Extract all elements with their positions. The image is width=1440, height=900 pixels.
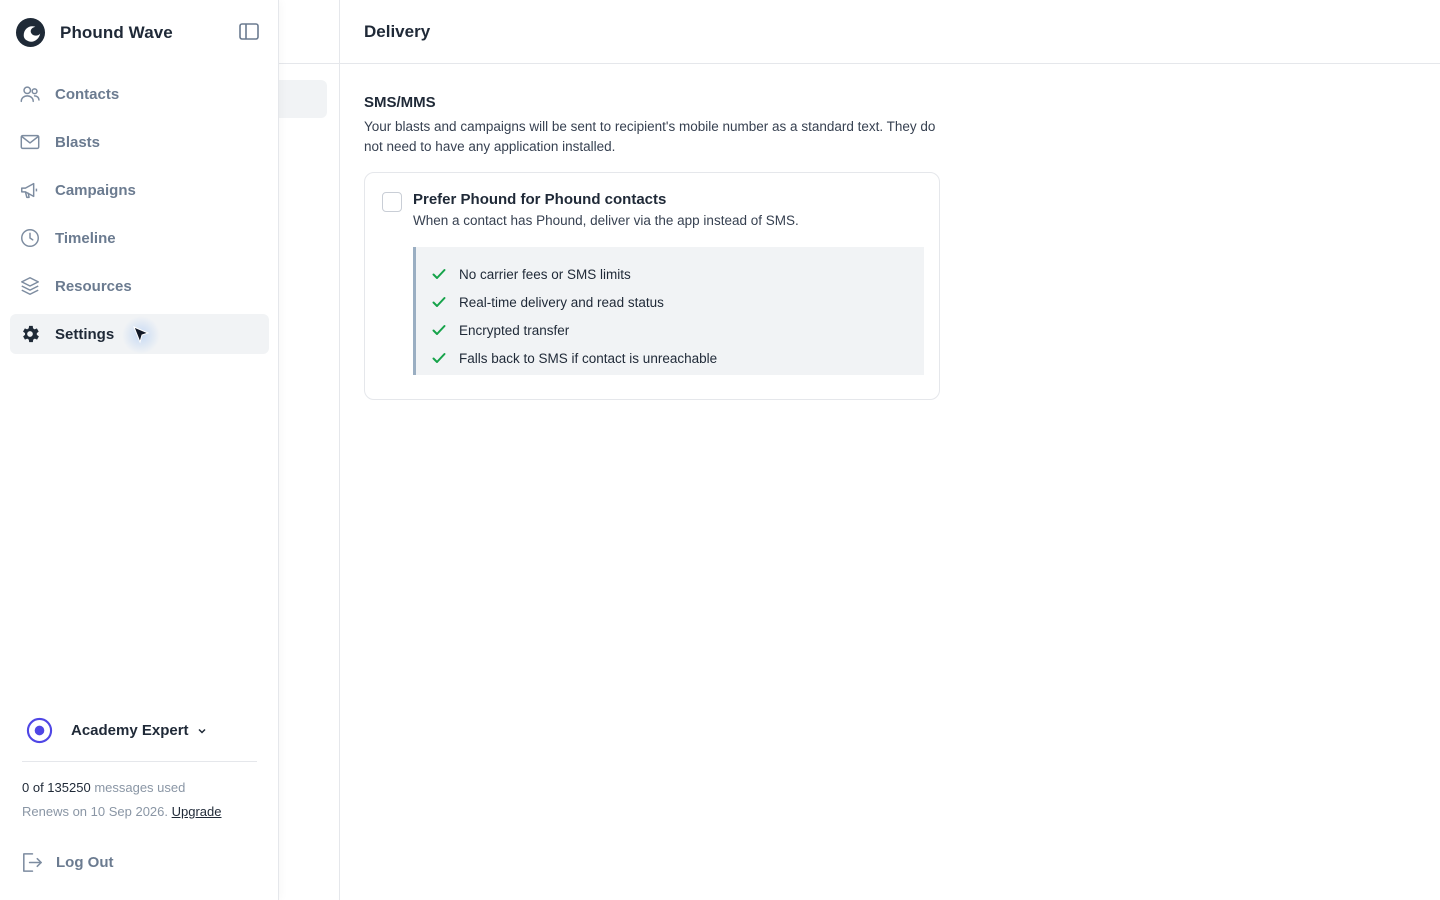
sidebar-item-label: Resources <box>55 277 132 295</box>
sidebar-item-blasts[interactable] <box>10 122 269 162</box>
prefer-phound-checkbox[interactable] <box>382 192 402 212</box>
usage-info <box>22 776 222 824</box>
check-icon <box>432 323 446 337</box>
brand-logo-icon <box>15 17 46 48</box>
sidebar-item-resources[interactable] <box>10 266 269 306</box>
benefit-text: No carrier fees or SMS limits <box>459 266 631 282</box>
sidebar-item-campaigns[interactable] <box>10 170 269 210</box>
list-item <box>432 288 924 316</box>
logout-button[interactable] <box>19 850 113 875</box>
check-icon <box>432 295 446 309</box>
list-item <box>432 316 924 344</box>
logout-label: Log Out <box>56 854 114 871</box>
sidebar-item-contacts[interactable] <box>10 74 269 114</box>
sidebar <box>0 0 279 900</box>
sidebar-item-timeline[interactable] <box>10 218 269 258</box>
sidebar-item-label: Blasts <box>55 133 101 151</box>
logout-icon <box>19 850 44 875</box>
clock-icon <box>19 227 41 249</box>
account-avatar-icon <box>26 717 53 744</box>
option-title: Prefer Phound for Phound contacts <box>413 191 667 208</box>
sidebar-collapse-icon[interactable] <box>238 22 260 42</box>
brand-name: Phound Wave <box>60 22 173 42</box>
usage-suffix: messages used <box>94 780 186 795</box>
mail-icon <box>19 131 41 153</box>
sidebar-item-label: Campaigns <box>55 181 136 199</box>
sidebar-divider <box>22 761 257 762</box>
account-name: Academy Expert <box>71 722 189 739</box>
sidebar-item-label: Timeline <box>55 229 116 247</box>
delivery-option-card <box>364 172 940 400</box>
list-item <box>432 260 924 288</box>
benefits-list <box>413 247 924 375</box>
settings-subnav <box>279 0 340 900</box>
section-description: Your blasts and campaigns will be sent to recipient's mobile number as a standard text. They do not need to have any application installed. <box>364 119 936 154</box>
upgrade-link[interactable]: Upgrade <box>171 804 222 819</box>
mouse-cursor-icon <box>130 324 152 346</box>
sidebar-item-label: Contacts <box>55 85 120 103</box>
main-content <box>340 0 1440 900</box>
brand[interactable] <box>15 17 173 48</box>
megaphone-icon <box>19 179 41 201</box>
chevron-down-icon <box>197 726 207 736</box>
section-title: SMS/MMS <box>364 94 436 111</box>
layers-icon <box>19 275 41 297</box>
subnav-selected-item[interactable] <box>279 80 327 118</box>
account-switcher[interactable] <box>26 717 207 744</box>
gear-icon <box>19 323 41 345</box>
subnav-header-border <box>279 63 340 64</box>
benefit-text: Falls back to SMS if contact is unreachable <box>459 350 718 366</box>
sidebar-item-label: Settings <box>55 325 115 343</box>
option-description: When a contact has Phound, deliver via the app instead of SMS. <box>413 213 799 228</box>
sms-section <box>364 94 940 157</box>
renewal-text: Renews on 10 Sep 2026. <box>22 804 168 819</box>
benefit-text: Real-time delivery and read status <box>459 294 664 310</box>
check-icon <box>432 351 446 365</box>
page-title: Delivery <box>364 21 431 41</box>
usage-count: 0 of 135250 <box>22 780 91 795</box>
main-header <box>340 0 1440 64</box>
check-icon <box>432 267 446 281</box>
contacts-icon <box>19 83 41 105</box>
list-item <box>432 344 924 372</box>
benefit-text: Encrypted transfer <box>459 322 570 338</box>
